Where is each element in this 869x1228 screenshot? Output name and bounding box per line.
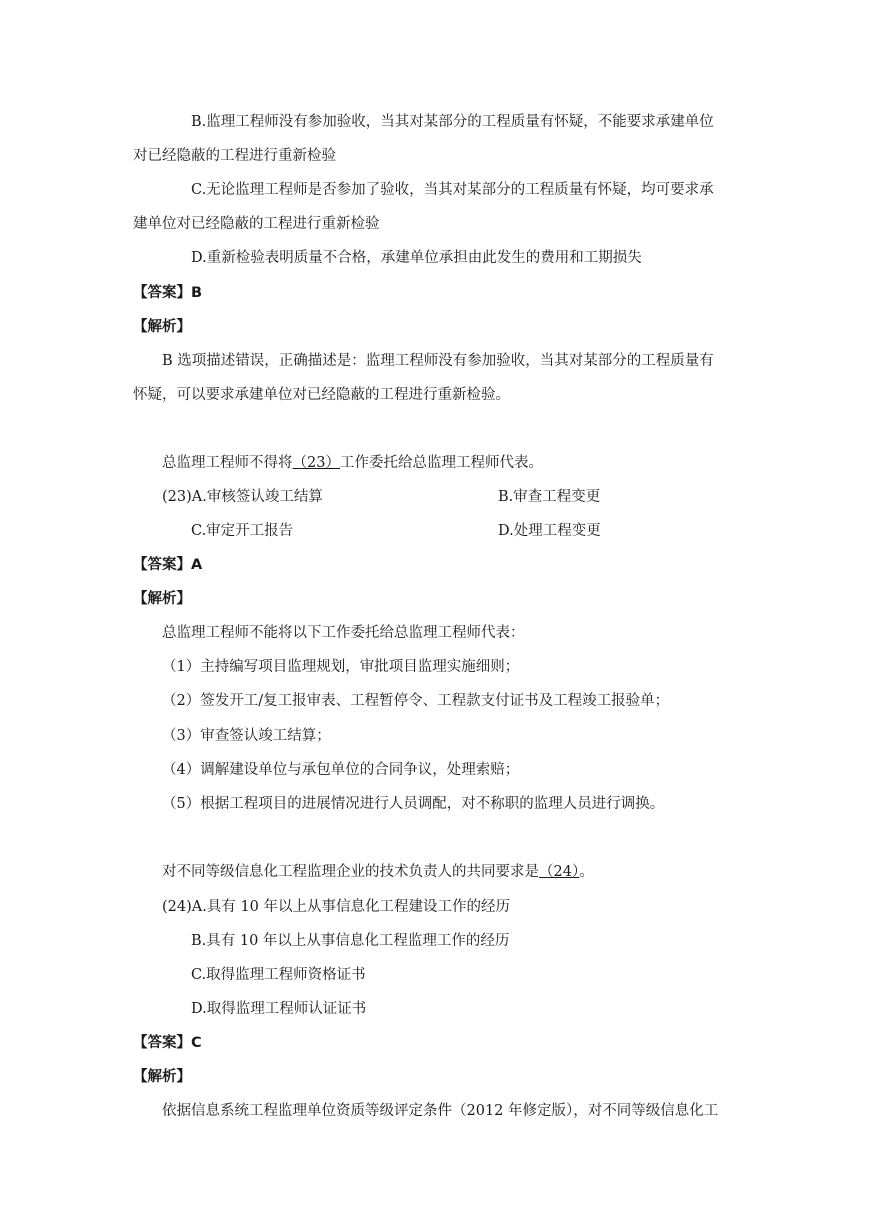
q24-option-a: (24)A.具有 10 年以上从事信息化工程建设工作的经历 — [162, 899, 511, 915]
q22-analysis-title: 【解析】 — [133, 319, 191, 335]
q23-option-a: (23)A.审核签认竣工结算 — [162, 489, 323, 505]
q22-option-c-line1: C.无论监理工程师是否参加了验收，当其对某部分的工程质量有怀疑，均可要求承 — [191, 182, 714, 198]
q22-analysis-line2: 怀疑，可以要求承建单位对已经隐蔽的工程进行重新检验。 — [133, 387, 510, 403]
q22-option-c-line2: 建单位对已经隐蔽的工程进行重新检验 — [133, 216, 380, 232]
q24-stem — [162, 862, 594, 882]
q23-analysis-item: （3）审查签认竣工结算； — [162, 728, 331, 744]
q23-option-c: C.审定开工报告 — [191, 523, 294, 539]
q23-stem-post: 工作委托给总监理工程师代表。 — [339, 455, 543, 471]
q24-option-d: D.取得监理工程师认证证书 — [191, 1001, 367, 1017]
q23-answer: 【答案】A — [133, 557, 203, 573]
q23-analysis-item: （4）调解建设单位与承包单位的合同争议，处理索赔； — [162, 762, 520, 778]
q23-stem-pre: 总监理工程师不得将 — [162, 455, 293, 471]
q24-answer: 【答案】C — [133, 1035, 202, 1051]
q22-option-b-line2: 对已经隐蔽的工程进行重新检验 — [133, 148, 336, 164]
q22-analysis-line1: B 选项描述错误，正确描述是：监理工程师没有参加验收，当其对某部分的工程质量有 — [162, 353, 714, 369]
q24-analysis-title: 【解析】 — [133, 1069, 191, 1085]
q24-analysis-line1: 依据信息系统工程监理单位资质等级评定条件（2012 年修定版），对不同等级信息化工 — [162, 1103, 719, 1119]
q23-analysis-title: 【解析】 — [133, 591, 191, 607]
q22-option-d: D.重新检验表明质量不合格，承建单位承担由此发生的费用和工期损失 — [191, 250, 642, 266]
q24-option-b: B.具有 10 年以上从事信息化工程监理工作的经历 — [191, 933, 510, 949]
q22-option-b-line1: B.监理工程师没有参加验收，当其对某部分的工程质量有怀疑，不能要求承建单位 — [191, 114, 714, 130]
q23-stem — [162, 453, 543, 473]
q24-option-c: C.取得监理工程师资格证书 — [191, 967, 366, 983]
q23-option-d: D.处理工程变更 — [498, 523, 601, 539]
q22-answer: 【答案】B — [133, 285, 203, 301]
q23-blank: （23） — [292, 455, 340, 471]
q23-analysis-item: （1）主持编写项目监理规划，审批项目监理实施细则； — [162, 659, 520, 675]
q24-blank: （24） — [539, 864, 580, 880]
q23-analysis-item: （5）根据工程项目的进展情况进行人员调配，对不称职的监理人员进行调换。 — [162, 796, 665, 812]
q23-analysis-intro: 总监理工程师不能将以下工作委托给总监理工程师代表： — [162, 625, 525, 641]
q23-analysis-item: （2）签发开工/复工报审表、工程暂停令、工程款支付证书及工程竣工报验单； — [162, 693, 670, 709]
q24-stem-post: 。 — [579, 864, 594, 880]
q23-option-b: B.审查工程变更 — [498, 489, 601, 505]
q24-stem-pre: 对不同等级信息化工程监理企业的技术负责人的共同要求是 — [162, 864, 539, 880]
